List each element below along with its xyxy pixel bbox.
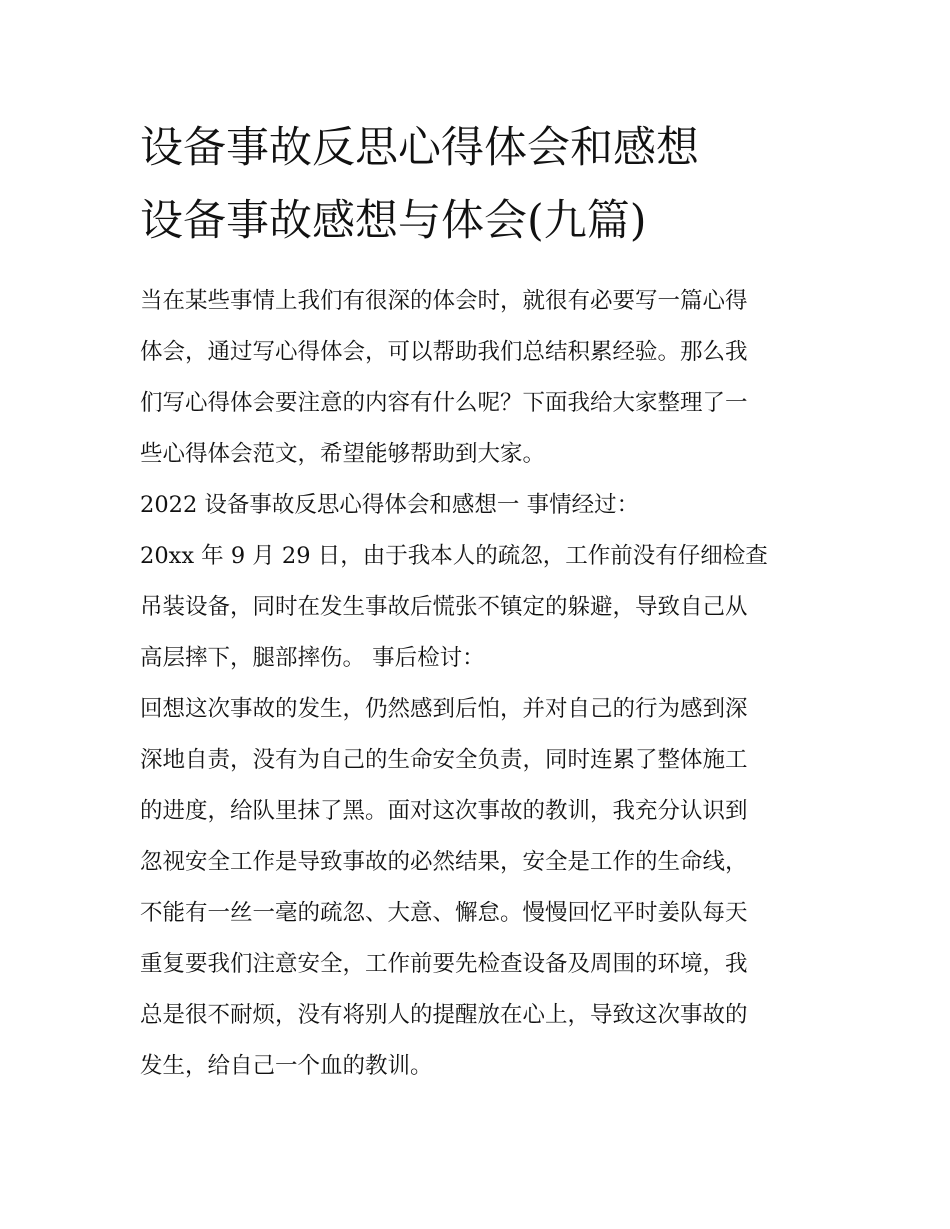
- body-line: 发生，给自己一个血的教训。: [140, 1053, 433, 1079]
- body-line: 们写心得体会要注意的内容有什么呢？下面我给大家整理了一: [140, 390, 748, 416]
- title-line-1: 设备事故反思心得体会和感想: [140, 123, 699, 173]
- body-line: 20xx 年 9 月 29 日，由于我本人的疏忽，工作前没有仔细检查: [140, 543, 768, 569]
- section-heading-line: 2022 设备事故反思心得体会和感想一 事情经过：: [140, 492, 640, 518]
- document-body: [140, 276, 820, 1092]
- document-title: [140, 118, 820, 251]
- body-line: 的进度，给队里抹了黑。面对这次事故的教训，我充分认识到: [140, 798, 748, 824]
- body-line: 些心得体会范文，希望能够帮助到大家。: [140, 441, 546, 467]
- body-line: 当在某些事情上我们有很深的体会时，就很有必要写一篇心得: [140, 288, 748, 314]
- body-line: 深地自责，没有为自己的生命安全负责，同时连累了整体施工: [140, 747, 748, 773]
- body-line: 吊装设备，同时在发生事故后慌张不镇定的躲避，导致自己从: [140, 594, 748, 620]
- title-line-2: 设备事故感想与体会(九篇): [140, 196, 647, 246]
- body-line: 总是很不耐烦，没有将别人的提醒放在心上，导致这次事故的: [140, 1002, 748, 1028]
- body-line: 不能有一丝一毫的疏忽、大意、懈怠。慢慢回忆平时姜队每天: [140, 900, 748, 926]
- body-line: 回想这次事故的发生，仍然感到后怕，并对自己的行为感到深: [140, 696, 748, 722]
- body-line: 体会，通过写心得体会，可以帮助我们总结积累经验。那么我: [140, 339, 748, 365]
- body-line: 忽视安全工作是导致事故的必然结果，安全是工作的生命线，: [140, 849, 748, 875]
- body-line: 高层摔下，腿部摔伤。 事后检讨：: [140, 645, 485, 671]
- body-line: 重复要我们注意安全，工作前要先检查设备及周围的环境，我: [140, 951, 748, 977]
